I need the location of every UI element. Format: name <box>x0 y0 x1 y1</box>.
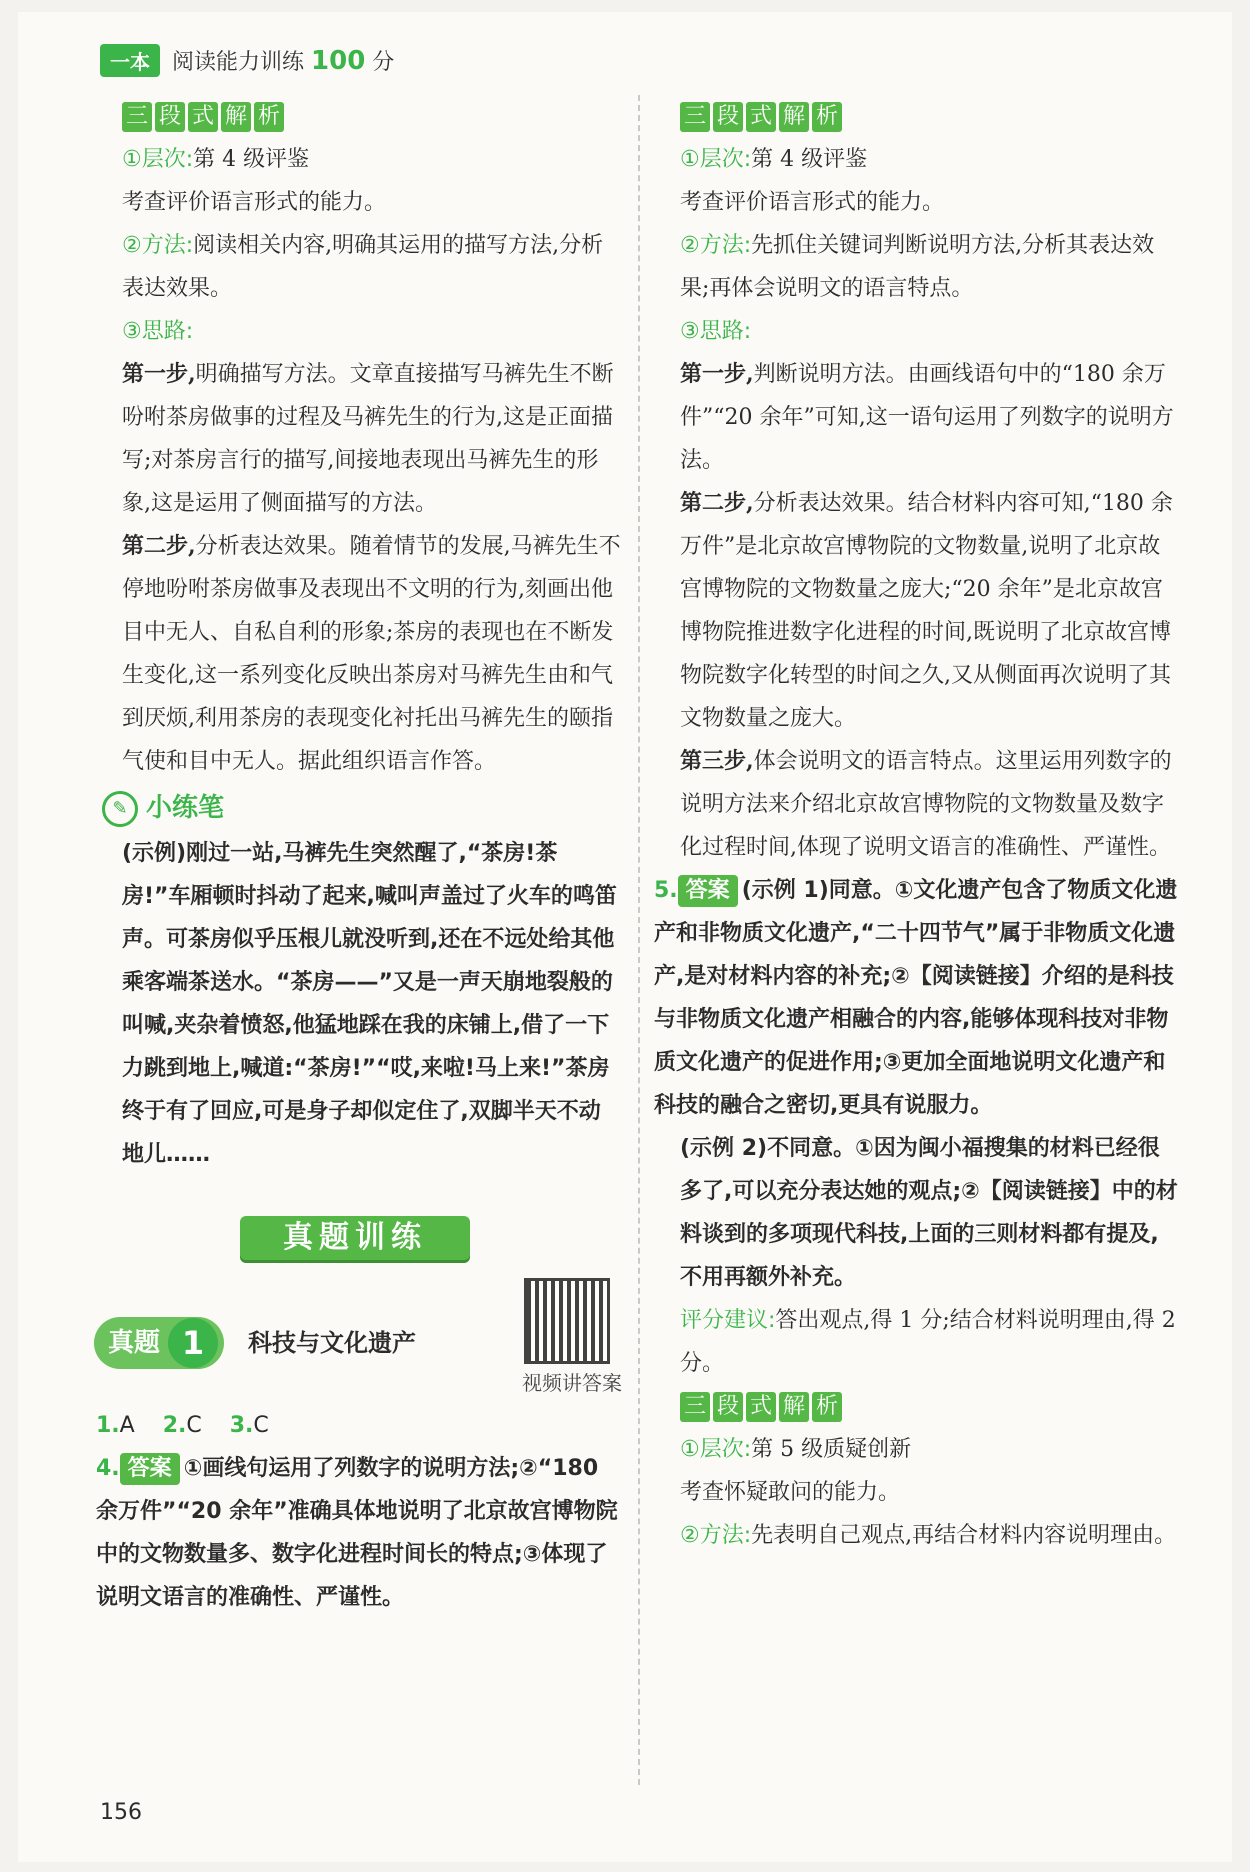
page-number: 156 <box>100 1800 142 1825</box>
step3-paragraph: 第三步,体会说明文的语言特点。这里运用列数字的说明方法来介绍北京故宫博物院的文物数量及数字化过程时间,体现了说明文语言的准确性、严谨性。 <box>680 748 1172 860</box>
real-exam-banner: 真题训练 <box>240 1216 470 1260</box>
answer-tag: 答案 <box>120 1453 180 1485</box>
idea-label: ③思路: <box>680 319 752 344</box>
answer-tag: 答案 <box>678 875 738 907</box>
exam-title: 科技与文化遗产 <box>248 1328 417 1357</box>
column-divider <box>638 95 640 1785</box>
section-tag-analysis: 三 段 式 解 析 <box>680 102 842 132</box>
pen-icon: ✎ <box>102 791 138 827</box>
idea-label: ③思路: <box>122 319 194 344</box>
ability-line: 考查评价语言形式的能力。 <box>680 190 945 215</box>
exam-title-row <box>94 1298 622 1395</box>
level-line: ①层次:第 4 级评鉴 <box>122 147 310 172</box>
method-line: ②方法:先表明自己观点,再结合材料内容说明理由。 <box>680 1523 1177 1548</box>
step1-paragraph: 第一步,判断说明方法。由画线语句中的“180 余万件”“20 余年”可知,这一语句运用了列数字的说明方法。 <box>680 361 1174 473</box>
step1-paragraph: 第一步,明确描写方法。文章直接描写马裤先生不断吩咐茶房做事的过程及马裤先生的行为,这是正面描写;对茶房言行的描写,间接地表现出马裤先生的形象,这是运用了侧面描写的方法。 <box>122 361 614 516</box>
level-line: ①层次:第 5 级质疑创新 <box>680 1437 912 1462</box>
page-header <box>100 40 394 80</box>
section-tag-analysis: 三 段 式 解 析 <box>122 102 284 132</box>
section-tag-analysis: 三 段 式 解 析 <box>680 1392 842 1422</box>
method-line: ②方法:阅读相关内容,明确其运用的描写方法,分析表达效果。 <box>122 233 604 301</box>
question-5-answer: 5. 答案 (示例 1)同意。①文化遗产包含了物质文化遗产和非物质文化遗产,“二十四节气”属于非物质文化遗产,是对材料内容的补充;②【阅读链接】介绍的是科技与非物质文化遗产相融合的内容,能够体现科技对非物质文化遗产的促进作用;③更加全面地说明文化遗产和科技的融合之密切,更具有说服力。 <box>654 869 1180 1127</box>
brand-title: 阅读能力训练 100 分 <box>172 45 395 76</box>
brand-badge: 一本 <box>100 44 160 77</box>
practice-heading: ✎ 小练笔 <box>102 787 622 830</box>
qr-code-icon[interactable] <box>524 1278 610 1364</box>
method-line: ②方法:先抓住关键词判断说明方法,分析其表达效果;再体会说明文的语言特点。 <box>680 233 1155 301</box>
step2-paragraph: 第二步,分析表达效果。随着情节的发展,马裤先生不停地吩咐茶房做事及表现出不文明的行为,刻画出他目中无人、自私自利的形象;茶房的表现也在不断发生变化,这一系列变化反映出茶房对马裤先生由和气到厌烦,利用茶房的表现变化衬托出马裤先生的颐指气使和目中无人。据此组织语言作答。 <box>122 533 621 774</box>
left-column <box>96 95 622 1619</box>
ability-line: 考查评价语言形式的能力。 <box>122 190 387 215</box>
level-line: ①层次:第 4 级评鉴 <box>680 147 868 172</box>
question-5-example-2: (示例 2)不同意。①因为闽小福搜集的材料已经很多了,可以充分表达她的观点;②【阅读链接】中的材料谈到的多项现代科技,上面的三则材料都有提及,不用再额外补充。 <box>680 1136 1178 1290</box>
question-4-answer: 4. 答案 ①画线句运用了列数字的说明方法;②“180 余万件”“20 余年”准确具体地说明了北京故宫博物院中的文物数量多、数字化进程时间长的特点;③体现了说明文语言的准确性、严谨性。 <box>96 1447 622 1619</box>
ability-line: 考查怀疑敢问的能力。 <box>680 1480 901 1505</box>
scoring-advice: 评分建议:答出观点,得 1 分;结合材料说明理由,得 2 分。 <box>680 1308 1176 1376</box>
qr-caption: 视频讲答案 <box>522 1371 622 1395</box>
right-column <box>654 95 1180 1557</box>
answer-list: 1.A 2.C 3.C <box>96 1413 269 1438</box>
practice-text: (示例)刚过一站,马裤先生突然醒了,“茶房!茶房!”车厢顿时抖动了起来,喊叫声盖过了火车的鸣笛声。可茶房似乎压根儿就没听到,还在不远处给其他乘客端茶送水。“茶房——”又是一声天崩地裂般的叫喊,夹杂着愤怒,他猛地踩在我的床铺上,借了一下力跳到地上,喊道:“茶房!”“哎,来啦!马上来!”茶房终于有了回应,可是身子却似定住了,双脚半天不动地儿…… <box>122 841 617 1167</box>
step2-paragraph: 第二步,分析表达效果。结合材料内容可知,“180 余万件”是北京故宫博物院的文物数量,说明了北京故宫博物院的文物数量之庞大;“20 余年”是北京故宫博物院推进数字化进程的时间,既说明了北京故宫博物院数字化转型的时间之久,又从侧面再次说明了其文物数量之庞大。 <box>680 490 1173 731</box>
exam-badge: 真题 1 <box>94 1317 224 1369</box>
